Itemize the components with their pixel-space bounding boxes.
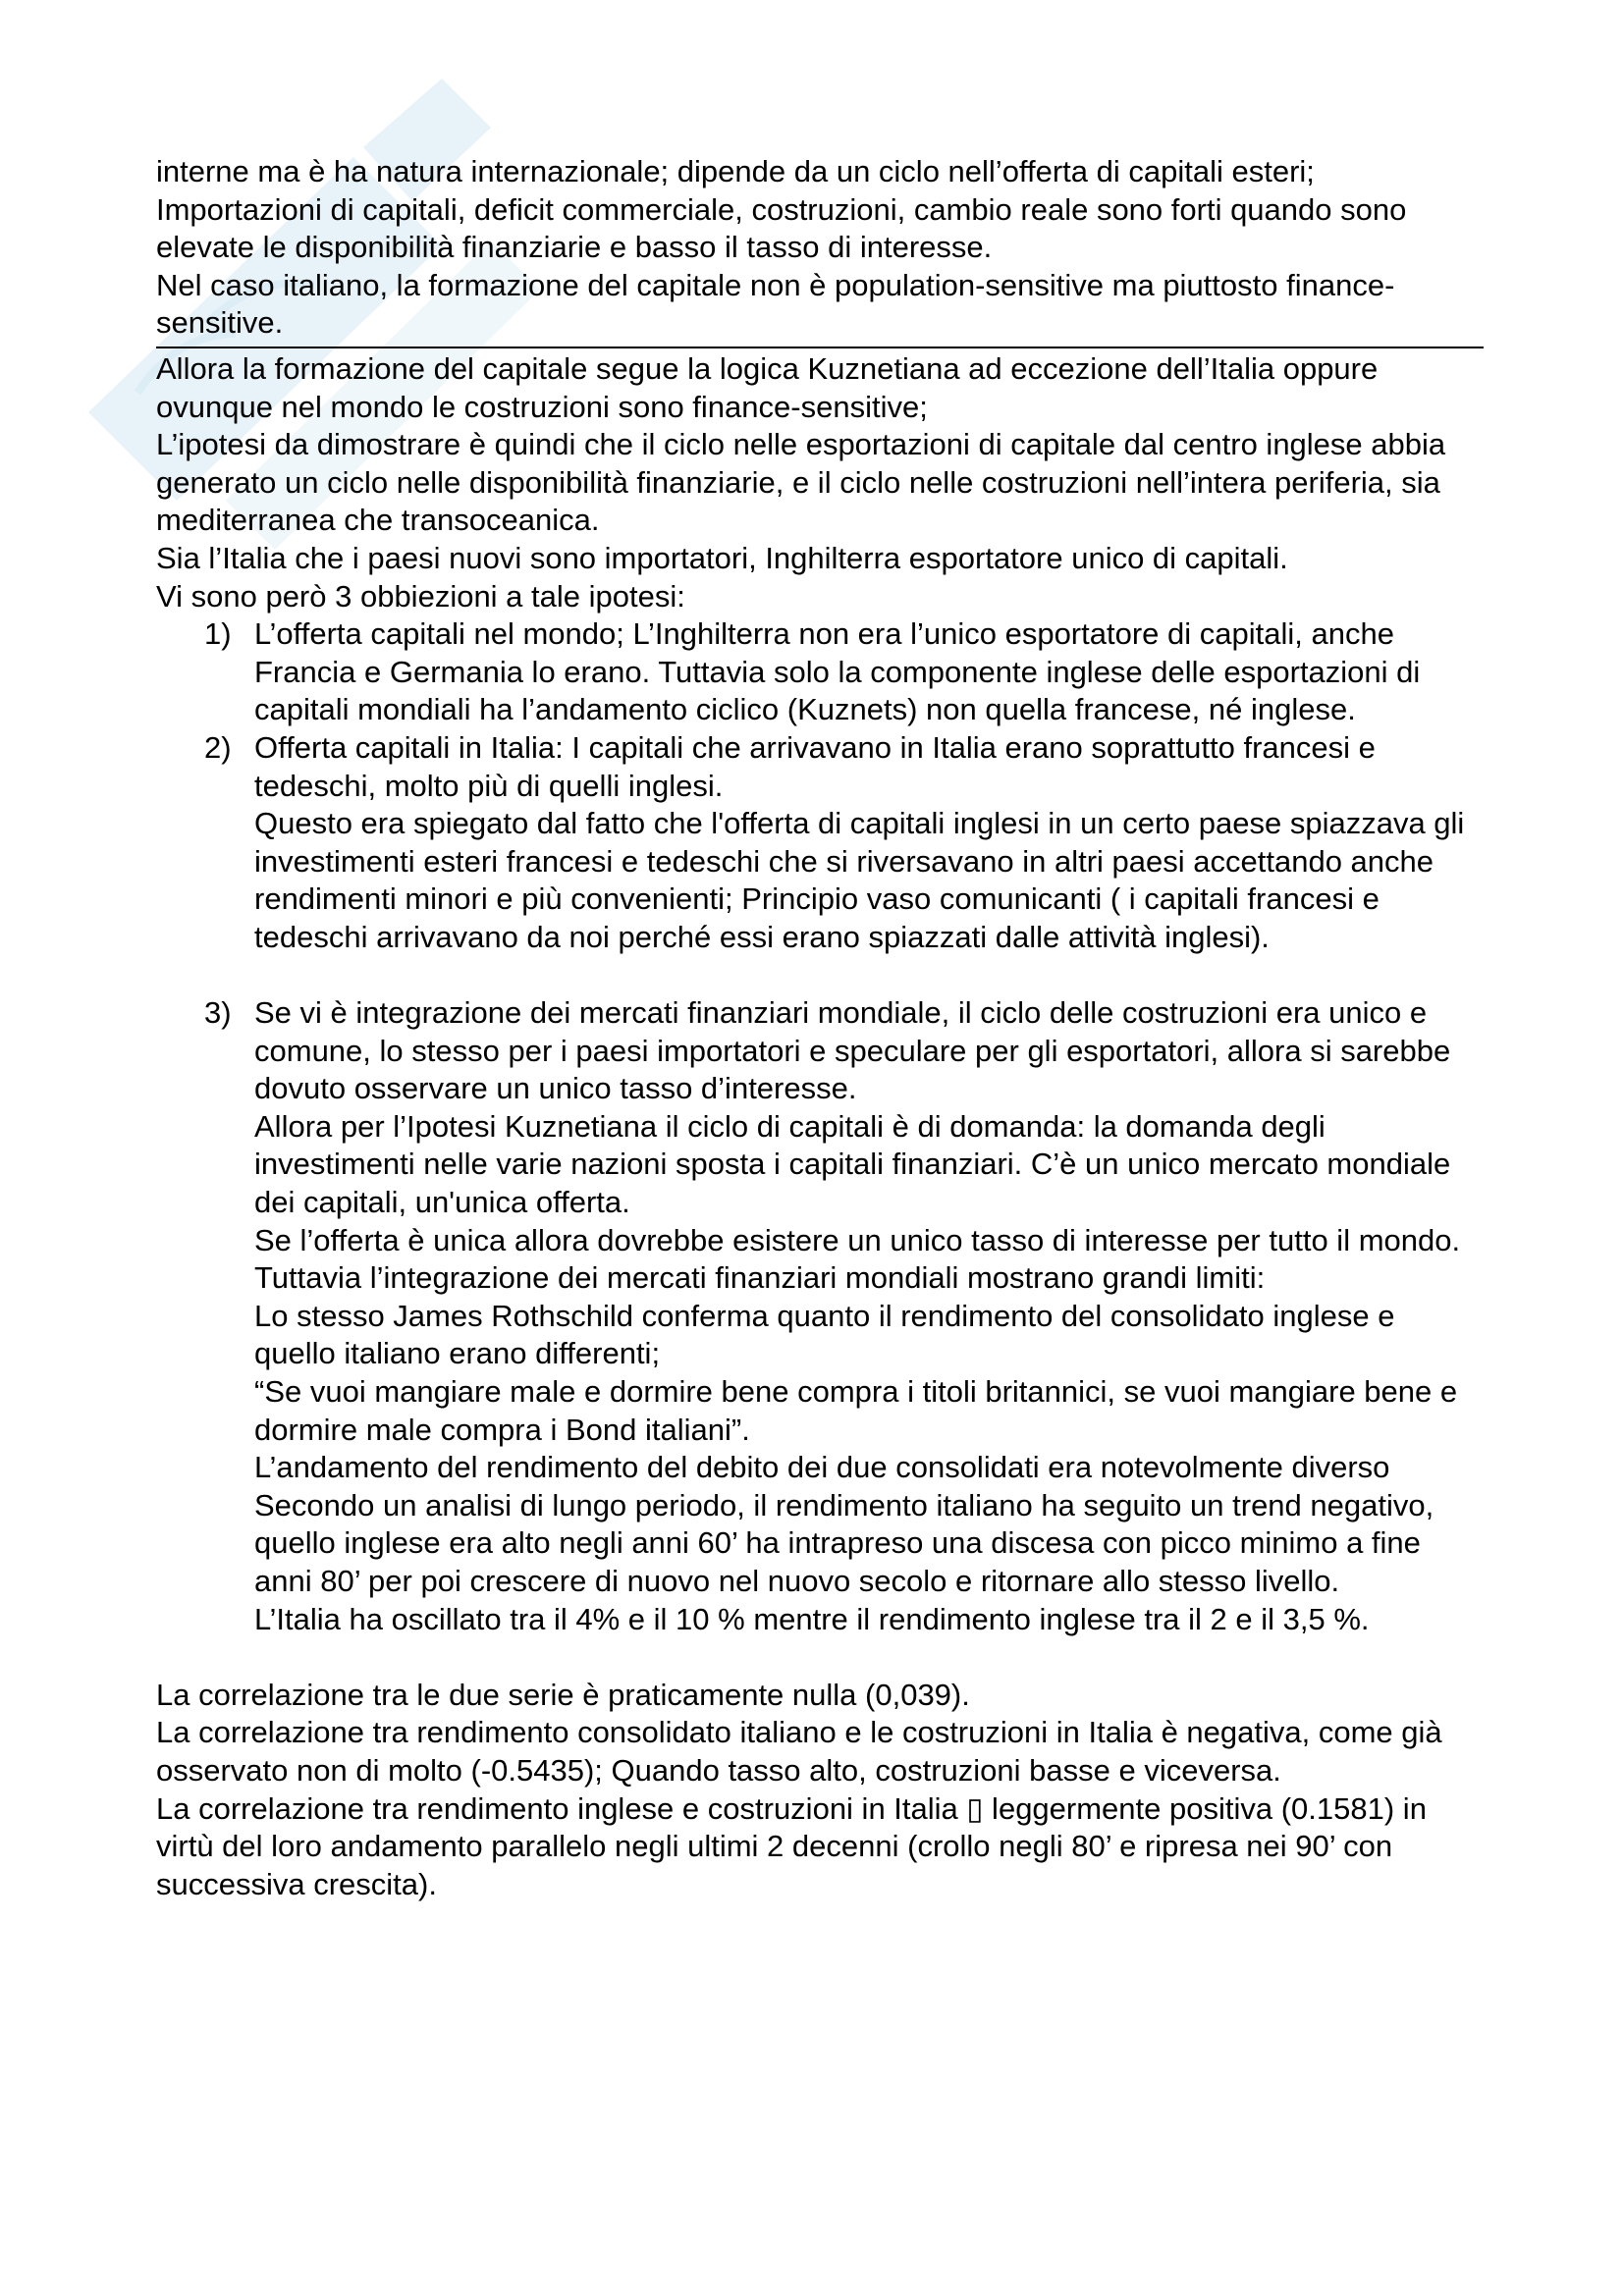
conclusion-paragraph: La correlazione tra rendimento inglese e costruzioni in Italia ▯ leggermente positiva (0.1581) in virtù del loro andamento parallelo negli ultimi 2 decenni (crollo negli 80’ e ripresa nei 90’ con successiva crescita). — [156, 1790, 1427, 1901]
objection-paragraph: Lo stesso James Rothschild conferma quanto il rendimento del consolidato inglese e quello italiano erano differenti; — [254, 1298, 1395, 1371]
objection-paragraph: Se l’offerta è unica allora dovrebbe esistere un unico tasso di interesse per tutto il mondo. — [254, 1222, 1461, 1257]
objection-paragraph: Se vi è integrazione dei mercati finanziari mondiale, il ciclo delle costruzioni era unico e comune, lo stesso per i paesi importatori e speculare per gli esportatori, allora si sarebbe dovuto osservare un unico tasso d’interesse. — [254, 995, 1451, 1106]
objection-paragraph: Questo era spiegato dal fatto che l'offerta di capitali inglesi in un certo paese spiazzava gli investimenti esteri francesi e tedeschi che si riversavano in altri paesi accettando anche rendimenti minori e più convenienti; Principio vaso comunicanti ( i capitali francesi e tedeschi arrivavano da noi perché essi erano spiazzati dalle attività inglesi). — [254, 806, 1465, 954]
objection-number: 1) — [204, 616, 232, 652]
objection-paragraph: Tuttavia l’integrazione dei mercati finanziari mondiali mostrano grandi limiti: — [254, 1260, 1266, 1296]
body-paragraph: Vi sono però 3 obbiezioni a tale ipotesi: — [156, 578, 685, 614]
blank-line — [156, 956, 1484, 994]
body-paragraph: Allora la formazione del capitale segue la logica Kuznetiana ad eccezione dell’Italia oppure ovunque nel mondo le costruzioni sono finance-sensitive; — [156, 350, 1379, 424]
blank-line — [156, 1638, 1484, 1677]
objection-number: 2) — [204, 729, 232, 765]
body-paragraph: L’ipotesi da dimostrare è quindi che il ciclo nelle esportazioni di capitale dal centro inglese abbia generato un ciclo nelle disponibilità finanziarie, e il ciclo nelle costruzioni nell’intera periferia, sia mediterranea che transoceanica. — [156, 427, 1446, 538]
objection-paragraph: L’andamento del rendimento del debito dei due consolidati era notevolmente diverso — [254, 1450, 1390, 1485]
objection-paragraph: Allora per l’Ipotesi Kuznetiana il ciclo di capitali è di domanda: la domanda degli investimenti nelle varie nazioni sposta i capitali finanziari. C’è un unico mercato mondiale dei capitali, un'unica offerta. — [254, 1108, 1451, 1220]
document-page — [156, 153, 1484, 1903]
objection-paragraph: L’Italia ha oscillato tra il 4% e il 10 % mentre il rendimento inglese tra il 2 e il 3,5 %. — [254, 1601, 1370, 1636]
intro-paragraph: Importazioni di capitali, deficit commerciale, costruzioni, cambio reale sono forti quando sono elevate le disponibilità finanziarie e basso il tasso di interesse. — [156, 191, 1407, 265]
objection-paragraph: Offerta capitali in Italia: I capitali che arrivavano in Italia erano soprattutto francesi e tedeschi, molto più di quelli inglesi. — [254, 729, 1376, 803]
body-section — [156, 350, 1484, 615]
section-divider — [156, 347, 1484, 348]
objection-paragraph: L’offerta capitali nel mondo; L’Inghilterra non era l’unico esportatore di capitali, anche Francia e Germania lo erano. Tuttavia solo la componente inglese delle esportazioni di capitali mondiali ha l’andamento ciclico (Kuznets) non quella francese, né inglese. — [254, 616, 1421, 727]
objections-list — [156, 615, 1484, 1638]
objection-item — [156, 615, 1484, 729]
conclusion-section — [156, 1677, 1484, 1904]
body-paragraph: Sia l’Italia che i paesi nuovi sono importatori, Inghilterra esportatore unico di capitali. — [156, 540, 1288, 575]
objection-item — [156, 994, 1484, 1638]
intro-paragraph: interne ma è ha natura internazionale; dipende da un ciclo nell’offerta di capitali esteri; — [156, 154, 1315, 188]
objection-number: 3) — [204, 995, 232, 1031]
intro-paragraph: Nel caso italiano, la formazione del capitale non è population-sensitive ma piuttosto finance-sensitive. — [156, 267, 1395, 341]
objection-item — [156, 729, 1484, 957]
conclusion-paragraph: La correlazione tra rendimento consolidato italiano e le costruzioni in Italia è negativa, come già osservato non di molto (-0.5435); Quando tasso alto, costruzioni basse e viceversa. — [156, 1715, 1442, 1788]
conclusion-paragraph: La correlazione tra le due serie è praticamente nulla (0,039). — [156, 1677, 970, 1712]
objection-paragraph: “Se vuoi mangiare male e dormire bene compra i titoli britannici, se vuoi mangiare bene e dormire male compra i Bond italiani”. — [254, 1374, 1458, 1447]
intro-section — [156, 153, 1484, 343]
objection-paragraph: Secondo un analisi di lungo periodo, il rendimento italiano ha seguito un trend negativo, quello inglese era alto negli anni 60’ ha intrapreso una discesa con picco minimo a fine anni 80’ per poi crescere di nuovo nel nuovo secolo e ritornare allo stesso livello. — [254, 1487, 1434, 1598]
